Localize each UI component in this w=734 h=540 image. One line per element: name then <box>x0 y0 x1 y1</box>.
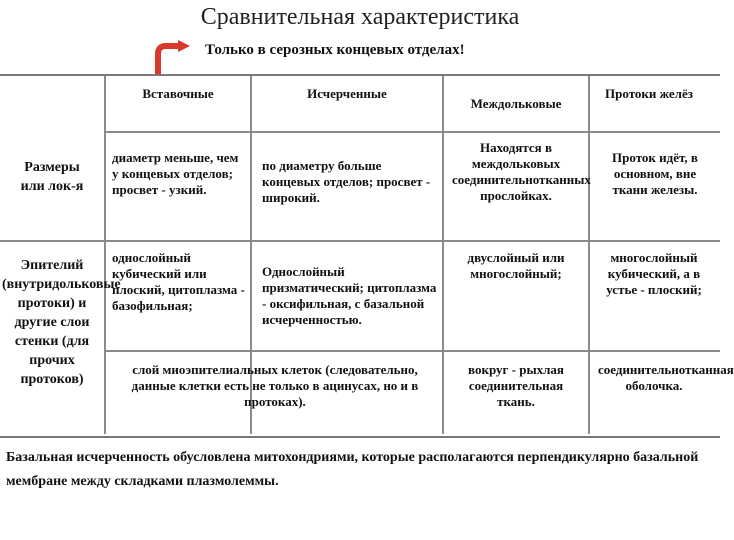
footer-note: Базальная исчерченность обусловлена митохондриями, которые располагаются перпендикулярно базальной мембране между складками плазмолеммы. <box>6 450 699 489</box>
table-cell: по диаметру больше концевых отделов; просвет - широкий. <box>262 158 431 205</box>
table-cell: многослойный кубический, а в устье - плоский; <box>606 250 702 297</box>
table-divider <box>104 350 720 352</box>
table-divider <box>104 131 720 133</box>
row-header-epithelium: Эпителий (внутридольковые протоки) и другие слои стенки (для прочих протоков) <box>2 258 121 387</box>
serous-note: Только в серозных концевых отделах! <box>205 42 465 58</box>
table-divider <box>442 76 444 434</box>
column-header-striated: Исчерченные <box>307 86 387 101</box>
table-divider <box>588 76 590 434</box>
table-cell: Проток идёт, в основном, вне ткани железы. <box>612 150 698 197</box>
curved-arrow-icon <box>150 40 194 76</box>
column-header-gland-ducts: Протоки желёз <box>605 86 693 101</box>
table-cell: двуслойный или многослойный; <box>467 250 565 281</box>
column-header-interlobular: Междольковые <box>470 96 562 111</box>
table-cell-merged: слой миоэпителиальных клеток (следовательно, данные клетки есть не только в ацинусах, но и в протоках). <box>131 362 419 409</box>
table-divider <box>104 76 106 434</box>
table-cell: Находятся в междольковых соединительнотканных прослойках. <box>452 140 591 203</box>
row-header-size: Размеры или лок-я <box>20 160 84 194</box>
table-cell: однослойный кубический или плоский, цитоплазма - базофильная; <box>112 250 245 313</box>
page-title: Сравнительная характеристика <box>200 4 520 30</box>
table-cell: вокруг - рыхлая соединительная ткань. <box>468 362 564 409</box>
table-cell: соединительнотканная оболочка. <box>598 362 734 393</box>
table-cell: Однослойный призматический; цитоплазма - оксифильная, с базальной исчерченностью. <box>262 264 437 327</box>
table-cell: диаметр меньше, чем у концевых отделов; просвет - узкий. <box>112 150 239 197</box>
table-divider <box>0 240 720 242</box>
column-header-intercalated: Вставочные <box>142 86 214 101</box>
